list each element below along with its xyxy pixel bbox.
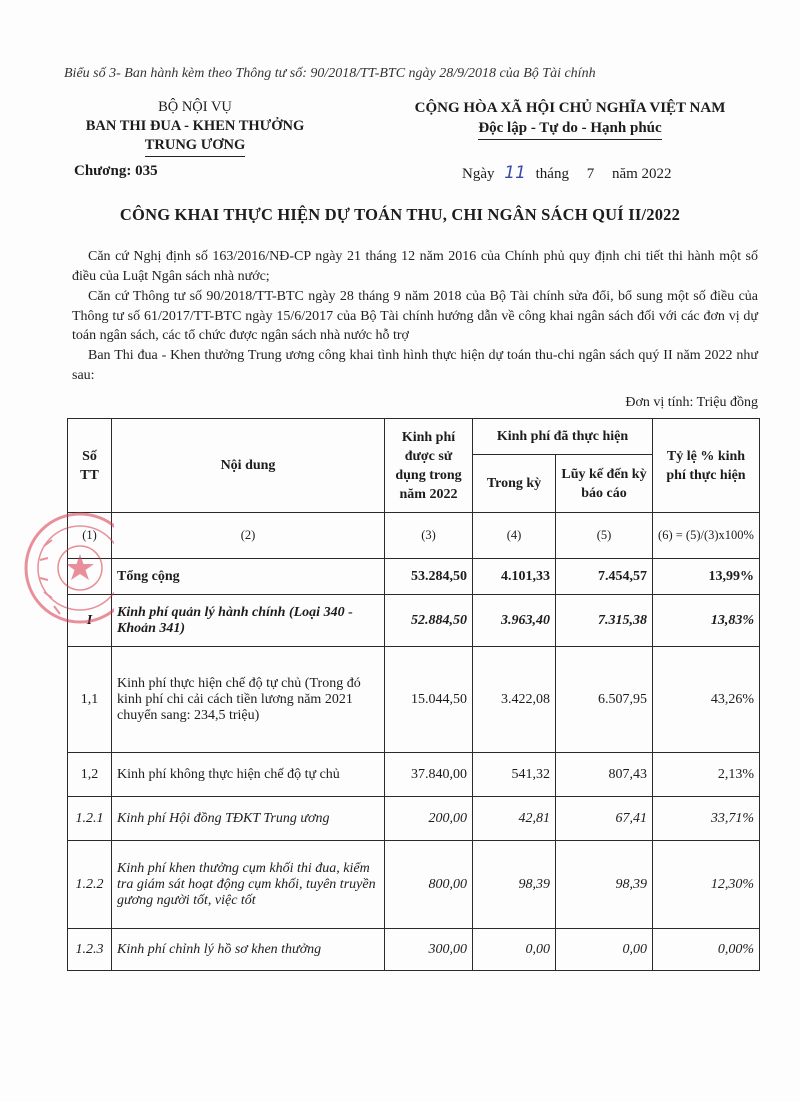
legal-basis-paragraph-1 bbox=[72, 247, 758, 286]
table-row bbox=[68, 797, 760, 841]
statement-paragraph bbox=[72, 346, 758, 385]
row-in-period: 98,39 bbox=[473, 841, 556, 929]
row-ratio: 12,30% bbox=[653, 841, 760, 929]
row-stt: 1.2.1 bbox=[68, 797, 112, 841]
date-day: 11 bbox=[504, 163, 526, 183]
motto: Độc lập - Tự do - Hạnh phúc bbox=[478, 118, 661, 140]
col-header-stt: Số TT bbox=[68, 419, 112, 513]
index-cell: (6) = (5)/(3)x100% bbox=[653, 513, 760, 559]
date-year: năm 2022 bbox=[611, 166, 672, 182]
date-month: 7 bbox=[586, 166, 595, 182]
col-header-content: Nội dung bbox=[112, 419, 385, 513]
row-budget: 200,00 bbox=[385, 797, 473, 841]
row-content: Kinh phí khen thưởng cụm khối thi đua, kiểm tra giám sát hoạt động cụm khối, tuyên truyền gương người tốt, việc tốt bbox=[112, 841, 385, 929]
index-cell: (5) bbox=[556, 513, 653, 559]
index-cell: (3) bbox=[385, 513, 473, 559]
col-header-in-period: Trong kỳ bbox=[473, 455, 556, 513]
budget-table bbox=[67, 418, 760, 971]
date-prefix: Ngày bbox=[462, 166, 495, 182]
index-cell: (2) bbox=[112, 513, 385, 559]
row-content: Kinh phí quản lý hành chính (Loại 340 - Khoản 341) bbox=[112, 595, 385, 647]
row-budget: 53.284,50 bbox=[385, 559, 473, 595]
paragraph-3-text: Ban Thi đua - Khen thưởng Trung ương công khai tình hình thực hiện dự toán thu-chi ngân sách quý II năm 2022 như sau: bbox=[72, 348, 758, 383]
row-in-period: 3.963,40 bbox=[473, 595, 556, 647]
paragraph-1-text: Căn cứ Nghị định số 163/2016/NĐ-CP ngày 21 tháng 12 năm 2016 của Chính phủ quy định chi tiết thi hành một số điều của Luật Ngân sách nhà nước; bbox=[72, 249, 758, 284]
document-title: CÔNG KHAI THỰC HIỆN DỰ TOÁN THU, CHI NGÂN SÁCH QUÍ II/2022 bbox=[119, 205, 681, 224]
paragraph-2-text: Căn cứ Thông tư số 90/2018/TT-BTC ngày 28 tháng 9 năm 2018 của Bộ Tài chính sửa đổi, bổ sung một số điều của Thông tư số 61/2017/TT-BTC ngày 15/6/2017 của Bộ Tài chính hướng dẫn về công khai ngân sách đối với các đơn vị dự toán ngân sách, các tổ chức được ngân sách nhà nước hỗ trợ bbox=[72, 289, 758, 343]
row-ratio: 13,99% bbox=[653, 559, 760, 595]
row-cumulative: 807,43 bbox=[556, 753, 653, 797]
agency-name-line2: TRUNG ƯƠNG bbox=[145, 136, 246, 157]
legal-basis-paragraph-2 bbox=[72, 287, 758, 346]
table-row bbox=[68, 753, 760, 797]
document-date bbox=[462, 163, 672, 183]
table-row bbox=[68, 929, 760, 971]
row-in-period: 42,81 bbox=[473, 797, 556, 841]
row-stt: 1,2 bbox=[68, 753, 112, 797]
row-budget: 37.840,00 bbox=[385, 753, 473, 797]
row-cumulative: 7.315,38 bbox=[556, 595, 653, 647]
row-stt: 1.2.3 bbox=[68, 929, 112, 971]
row-ratio: 2,13% bbox=[653, 753, 760, 797]
currency-unit: Đơn vị tính: Triệu đồng bbox=[625, 395, 758, 410]
national-motto bbox=[400, 98, 740, 140]
row-content: Kinh phí chỉnh lý hồ sơ khen thưởng bbox=[112, 929, 385, 971]
issuing-agency bbox=[60, 98, 330, 157]
row-cumulative: 7.454,57 bbox=[556, 559, 653, 595]
agency-name-line1: BAN THI ĐUA - KHEN THƯỞNG bbox=[85, 118, 305, 134]
row-ratio: 0,00% bbox=[653, 929, 760, 971]
table-row bbox=[68, 647, 760, 753]
row-in-period: 541,32 bbox=[473, 753, 556, 797]
ministry-name: BỘ NỘI VỤ bbox=[158, 99, 232, 115]
row-in-period: 4.101,33 bbox=[473, 559, 556, 595]
row-stt: I bbox=[68, 595, 112, 647]
row-content: Kinh phí thực hiện chế độ tự chủ (Trong đó kinh phí chi cải cách tiền lương năm 2021 chuyển sang: 234,5 triệu) bbox=[112, 647, 385, 753]
row-cumulative: 67,41 bbox=[556, 797, 653, 841]
row-stt bbox=[68, 559, 112, 595]
chapter-code: Chương: 035 bbox=[74, 163, 158, 179]
table-row-total bbox=[68, 559, 760, 595]
row-stt: 1,1 bbox=[68, 647, 112, 753]
row-cumulative: 98,39 bbox=[556, 841, 653, 929]
row-ratio: 13,83% bbox=[653, 595, 760, 647]
row-budget: 15.044,50 bbox=[385, 647, 473, 753]
table-row bbox=[68, 595, 760, 647]
row-budget: 52.884,50 bbox=[385, 595, 473, 647]
row-budget: 300,00 bbox=[385, 929, 473, 971]
row-in-period: 0,00 bbox=[473, 929, 556, 971]
date-month-label: tháng bbox=[535, 166, 569, 182]
row-cumulative: 6.507,95 bbox=[556, 647, 653, 753]
row-budget: 800,00 bbox=[385, 841, 473, 929]
table-row bbox=[68, 841, 760, 929]
form-reference-note: Biểu số 3- Ban hành kèm theo Thông tư số: 90/2018/TT-BTC ngày 28/9/2018 của Bộ Tài chính bbox=[64, 66, 596, 81]
col-header-cumulative: Lũy kế đến kỳ báo cáo bbox=[556, 455, 653, 513]
row-cumulative: 0,00 bbox=[556, 929, 653, 971]
table-index-row bbox=[68, 513, 760, 559]
row-ratio: 33,71% bbox=[653, 797, 760, 841]
col-header-spent-group: Kinh phí đã thực hiện bbox=[473, 419, 653, 455]
index-cell: (1) bbox=[68, 513, 112, 559]
row-content: Tổng cộng bbox=[112, 559, 385, 595]
row-ratio: 43,26% bbox=[653, 647, 760, 753]
row-content: Kinh phí Hội đồng TĐKT Trung ương bbox=[112, 797, 385, 841]
col-header-ratio: Tỷ lệ % kinh phí thực hiện bbox=[653, 419, 760, 513]
row-stt: 1.2.2 bbox=[68, 841, 112, 929]
index-cell: (4) bbox=[473, 513, 556, 559]
country-name: CỘNG HÒA XÃ HỘI CHỦ NGHĨA VIỆT NAM bbox=[414, 100, 726, 116]
row-content: Kinh phí không thực hiện chế độ tự chủ bbox=[112, 753, 385, 797]
row-in-period: 3.422,08 bbox=[473, 647, 556, 753]
col-header-budget: Kinh phí được sử dụng trong năm 2022 bbox=[385, 419, 473, 513]
